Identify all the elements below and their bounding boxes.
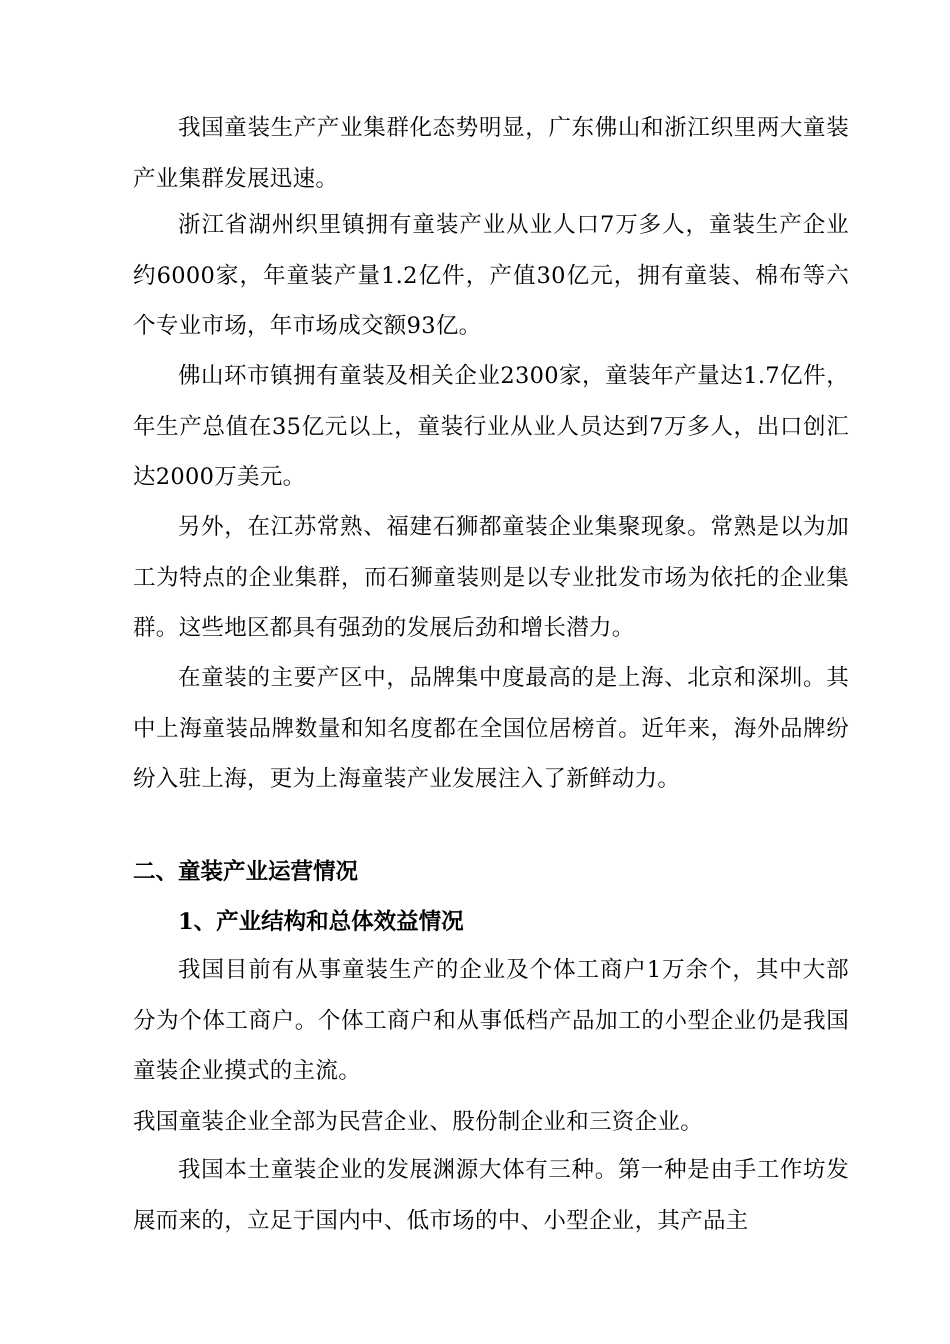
section-heading: 二、童装产业运营情况 <box>133 859 359 885</box>
paragraph-foshan-huanshi: 佛山环市镇拥有童装及相关企业2300家，童装年产量达1.7亿件，年生产总值在35亿元以上，童装行业从业人员达到7万多人，出口创汇达2000万美元。 <box>133 363 849 490</box>
paragraph-industry-clusters: 我国童装生产产业集群化态势明显，广东佛山和浙江织里两大童装产业集群发展迅速。 <box>133 115 849 192</box>
paragraph-enterprise-count: 我国目前有从事童装生产的企业及个体工商户1万余个，其中大部分为个体工商户。个体工商户和从事低档产品加工的小型企业仍是我国童装企业摸式的主流。 <box>133 957 849 1084</box>
paragraph-development-origins: 我国本土童装企业的发展渊源大体有三种。第一种是由手工作坊发展而来的，立足于国内中、低市场的中、小型企业，其产品主 <box>133 1157 849 1234</box>
paragraph-zhili-town: 浙江省湖州织里镇拥有童装产业从业人口7万多人，童装生产企业约6000家，年童装产量1.2亿件，产值30亿元，拥有童装、棉布等六个专业市场，年市场成交额93亿。 <box>133 212 849 339</box>
paragraph-changshu-shishi: 另外，在江苏常熟、福建石狮都童装企业集聚现象。常熟是以为加工为特点的企业集群，而石狮童装则是以专业批发市场为依托的企业集群。这些地区都具有强劲的发展后劲和增长潜力。 <box>133 514 849 641</box>
paragraph-ownership-types: 我国童装企业全部为民营企业、股份制企业和三资企业。 <box>133 1109 704 1135</box>
paragraph-brand-concentration: 在童装的主要产区中，品牌集中度最高的是上海、北京和深圳。其中上海童装品牌数量和知名度都在全国位居榜首。近年来，海外品牌纷纷入驻上海，更为上海童装产业发展注入了新鲜动力。 <box>133 665 849 792</box>
subsection-heading: 1、产业结构和总体效益情况 <box>178 909 464 935</box>
